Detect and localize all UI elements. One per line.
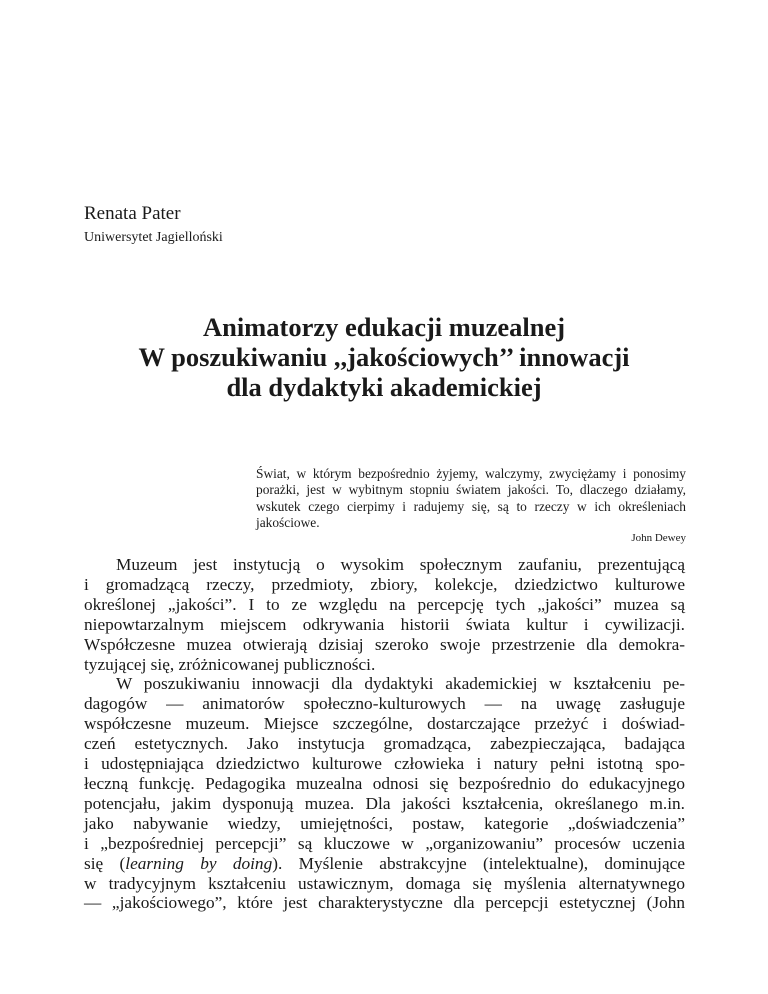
body-line: dagogów — animatorów społeczno-kulturowych — na uwagę zasługuje: [84, 694, 685, 714]
body-line: współczesne muzeum. Miejsce szczególne, dostarczające przeżyć i doświad-: [84, 714, 685, 734]
body-line: Muzeum jest instytucją o wysokim społecznym zaufaniu, prezentującą: [116, 555, 685, 574]
body-line: tyzującej się, zróżnicowanej publiczności.: [84, 654, 376, 674]
italic-phrase: learning by doing: [125, 853, 273, 873]
body-line: czeń estetycznych. Jako instytucja gromadząca, zabezpieczająca, badająca: [84, 734, 685, 754]
title-line: W poszukiwaniu ,,jakościowych’’ innowacji: [138, 342, 630, 372]
epigraph-attribution: John Dewey: [631, 532, 686, 544]
body-line: jako nabywanie wiedzy, umiejętności, postaw, kategorie „doświadczenia”: [84, 813, 685, 833]
body-line: łeczną funkcję. Pedagogika muzealna odnosi się bezpośrednio do edukacyjnego: [84, 773, 685, 793]
body-line: i udostępniająca dziedzictwo kulturowe człowieka i natury pełni istotną spo-: [84, 754, 685, 774]
body-text: [84, 555, 685, 913]
body-line: w tradycyjnym kształceniu ustawicznym, domaga się myślenia alternatywnego: [84, 873, 685, 893]
title-line: Animatorzy edukacji muzealnej: [202, 312, 566, 342]
epigraph-quote: Świat, w którym bezpośrednio żyjemy, walczymy, zwyciężamy i ponosimy porażki, jest w wybitnym stopniu światem jakości. To, dlaczego działamy, wskutek czego cierpimy i radujemy się, są to rzeczy w ich określeniach jakościowe.: [256, 466, 686, 530]
article-title: [60, 312, 708, 402]
title-line: dla dydaktyki akademickiej: [226, 372, 542, 402]
body-line: i gromadzącą rzeczy, przedmioty, zbiory, kolekcje, dziedzictwo kulturowe: [84, 574, 685, 594]
body-line: — „jakościowego”, które jest charakterystyczne dla percepcji estetycznej (John: [84, 893, 685, 913]
body-line: określonej „jakości”. I to ze względu na percepcję tych „jakości” muzea są: [84, 594, 685, 614]
body-line: potencjału, jakim dysponują muzea. Dla jakości kształcenia, określanego m.in.: [84, 793, 685, 813]
author-name: Renata Pater: [84, 203, 181, 224]
body-line: niepowtarzalnym miejscem odkrywania historii świata kultur i cywilizacji.: [84, 614, 685, 634]
body-line: Współczesne muzea otwierają dzisiaj szeroko swoje przestrzenie dla demokra-: [84, 634, 685, 654]
body-line: i „bezpośredniej percepcji” są kluczowe w „organizowaniu” procesów uczenia: [84, 833, 685, 853]
author-affiliation: Uniwersytet Jagielloński: [84, 230, 223, 245]
body-line: się (learning by doing). Myślenie abstrakcyjne (intelektualne), dominujące: [84, 853, 685, 873]
body-line: W poszukiwaniu innowacji dla dydaktyki akademickiej w kształceniu pe-: [116, 674, 685, 694]
